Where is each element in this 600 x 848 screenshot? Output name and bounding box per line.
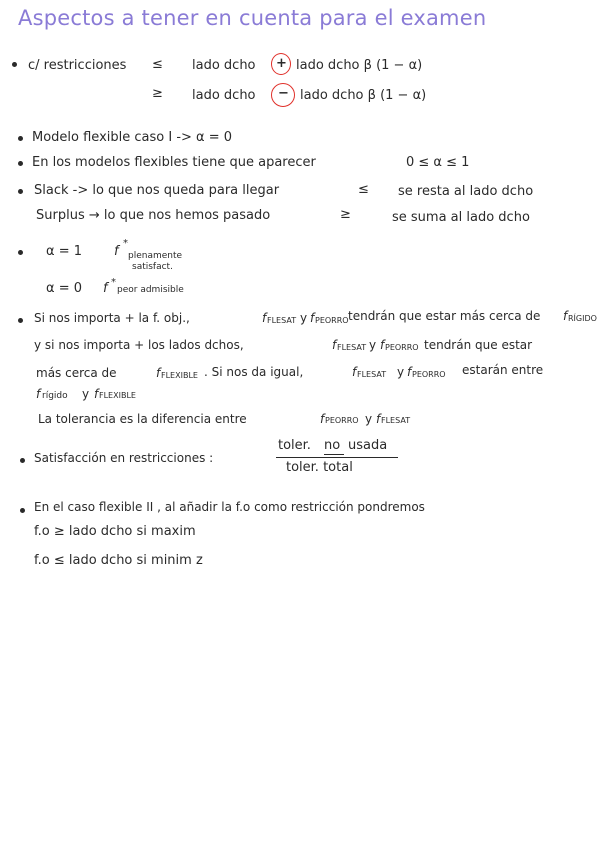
- importa-l4-s2: FLEXIBLE: [99, 391, 136, 400]
- importa-l2-a: y si nos importa + los lados dchos,: [34, 338, 244, 352]
- importa-l3-a: más cerca de: [36, 366, 117, 380]
- bullet-aparecer: [18, 161, 23, 166]
- caso-flexible-l3: f.o ≤ lado dcho si minim z: [34, 553, 203, 568]
- importa-l3-s3: PEORRO: [412, 370, 446, 379]
- frac-num-a: toler.: [278, 438, 311, 453]
- alpha0-lhs: α = 0: [46, 281, 82, 296]
- bullet-alpha: [18, 250, 23, 255]
- frac-den: toler. total: [286, 460, 353, 475]
- lado-dcho-2: lado dcho: [192, 88, 256, 103]
- bullet-satisfaccion: [20, 458, 25, 463]
- caso-flexible-l2: f.o ≥ lado dcho si maxim: [34, 524, 196, 539]
- surplus-line: Surplus → lo que nos hemos pasado: [36, 208, 271, 223]
- satisfaccion-label: Satisfacción en restricciones :: [34, 451, 214, 465]
- frac-num-c: usada: [348, 438, 388, 453]
- slack-right: se resta al lado dcho: [398, 184, 534, 199]
- importa-l5-s1: PEORRO: [325, 416, 359, 425]
- lado-dcho-1: lado dcho: [192, 58, 256, 73]
- plus-sign: +: [276, 56, 287, 71]
- bullet-modelo: [18, 136, 23, 141]
- restricciones-label: c/ restricciones: [28, 58, 127, 73]
- beta-term-2: lado dcho β (1 − α): [300, 88, 427, 103]
- alpha1-f: f: [114, 244, 119, 259]
- slack-line: Slack -> lo que nos queda para llegar: [34, 183, 280, 198]
- importa-l2-f1: f: [332, 338, 337, 352]
- importa-l2-y: y: [369, 338, 377, 352]
- no-underline: [324, 454, 344, 455]
- alpha1-lhs: α = 1: [46, 244, 82, 259]
- alpha1-star: *: [123, 238, 128, 249]
- importa-l3-b: . Si nos da igual,: [204, 365, 304, 379]
- importa-l1-s3: RÍGIDO: [568, 314, 597, 323]
- importa-l1-y: y: [300, 311, 308, 325]
- importa-l5-f2: f: [376, 412, 381, 426]
- importa-l1-f3: f: [563, 309, 568, 323]
- importa-l5-y: y: [365, 412, 373, 426]
- page-title: Aspectos a tener en cuenta para el examen: [18, 6, 487, 30]
- bullet-restricciones: [12, 62, 17, 67]
- importa-l3-f3: f: [407, 365, 412, 379]
- caso-flexible-l1: En el caso flexible II , al añadir la f.o como restricción pondremos: [34, 500, 425, 514]
- bullet-slack: [18, 189, 23, 194]
- aparecer-line: En los modelos flexibles tiene que aparecer: [32, 155, 316, 170]
- importa-l1-s1: FLESAT: [267, 316, 297, 325]
- importa-l5-s2: FLESAT: [381, 416, 411, 425]
- importa-l3-y: y: [397, 365, 405, 379]
- importa-l1-s2: PEORRO: [315, 316, 349, 325]
- bullet-importa: [18, 318, 23, 323]
- importa-l3-c: estarán entre: [462, 363, 544, 377]
- importa-l5-f1: f: [320, 412, 325, 426]
- importa-l2-b: tendrán que estar: [424, 338, 533, 352]
- importa-l3-s2: FLESAT: [357, 370, 387, 379]
- alpha0-f: f: [103, 281, 108, 296]
- importa-l1-b: tendrán que estar más cerca de: [348, 309, 541, 323]
- beta-term-1: lado dcho β (1 − α): [296, 58, 423, 73]
- importa-l3-f1: f: [156, 366, 161, 380]
- importa-l2-s1: FLESAT: [337, 343, 367, 352]
- importa-l4-s1: rígido: [42, 391, 68, 401]
- ge-symbol: ≥: [152, 86, 163, 101]
- importa-l1-f1: f: [262, 311, 267, 325]
- importa-l2-s2: PEORRO: [385, 343, 419, 352]
- alpha1-sub2: satisfact.: [132, 262, 173, 272]
- importa-l4-y: y: [82, 387, 90, 401]
- importa-l2-f2: f: [380, 338, 385, 352]
- aparecer-condition: 0 ≤ α ≤ 1: [406, 155, 470, 170]
- surplus-symbol: ≥: [340, 207, 351, 222]
- importa-l4-f2: f: [94, 387, 99, 401]
- alpha0-sub: peor admisible: [117, 285, 184, 295]
- minus-sign: −: [278, 86, 289, 101]
- surplus-right: se suma al lado dcho: [392, 210, 530, 225]
- importa-l3-f2: f: [352, 365, 357, 379]
- frac-num-b: no: [324, 438, 341, 453]
- modelo-flexible-line: Modelo flexible caso I -> α = 0: [32, 130, 233, 145]
- importa-l3-s1: FLEXIBLE: [161, 371, 198, 380]
- importa-l1-f2: f: [310, 311, 315, 325]
- alpha1-sub1: plenamente: [128, 251, 183, 261]
- alpha0-star: *: [111, 277, 116, 288]
- importa-l1-a: Si nos importa + la f. obj.,: [34, 311, 190, 325]
- importa-l5-a: La tolerancia es la diferencia entre: [38, 412, 247, 426]
- bullet-caso-flexible: [20, 508, 25, 513]
- slack-symbol: ≤: [358, 182, 369, 197]
- importa-l4-f1: f: [36, 387, 41, 401]
- fraction-bar: [276, 457, 398, 458]
- le-symbol: ≤: [152, 57, 163, 72]
